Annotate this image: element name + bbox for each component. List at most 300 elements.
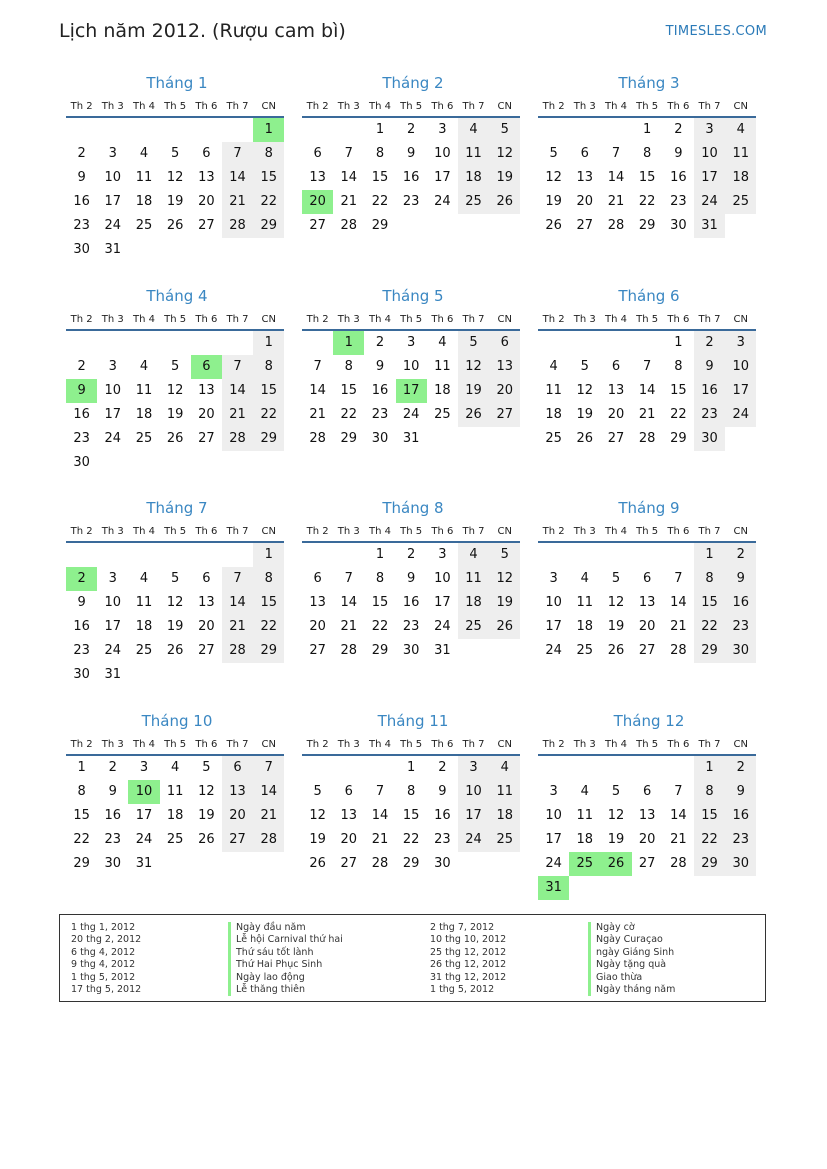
holiday-day-cell[interactable]: 17	[396, 379, 427, 403]
day-cell[interactable]: 14	[253, 780, 284, 804]
day-cell[interactable]: 12	[309, 808, 326, 823]
day-cell[interactable]: 21	[222, 190, 253, 214]
holiday-day-cell[interactable]: 31	[538, 876, 569, 900]
day-cell[interactable]: 25	[434, 407, 451, 422]
day-cell[interactable]: 16	[371, 383, 389, 398]
site-brand[interactable]: TIMESLES.COM	[665, 24, 767, 39]
day-cell[interactable]: 23	[402, 194, 420, 209]
day-cell[interactable]: 29	[694, 639, 725, 663]
day-cell[interactable]: 12	[166, 383, 184, 398]
day-cell[interactable]: 28	[670, 643, 687, 658]
day-cell[interactable]: 5	[549, 146, 558, 161]
day-cell[interactable]: 7	[674, 571, 683, 586]
day-cell[interactable]: 17	[545, 619, 562, 634]
day-cell[interactable]: 1	[253, 331, 284, 355]
day-cell[interactable]: 22	[694, 828, 725, 852]
day-cell[interactable]: 25	[576, 643, 594, 658]
day-cell[interactable]: 6	[313, 571, 322, 586]
day-cell[interactable]: 12	[489, 567, 520, 591]
day-cell[interactable]: 9	[674, 146, 683, 161]
day-cell[interactable]: 14	[607, 170, 625, 185]
day-cell[interactable]: 13	[198, 595, 215, 610]
day-cell[interactable]: 9	[77, 170, 86, 185]
day-cell[interactable]: 16	[725, 591, 756, 615]
day-cell[interactable]: 26	[576, 431, 594, 446]
day-cell[interactable]: 20	[340, 832, 358, 847]
day-cell[interactable]: 4	[725, 118, 756, 142]
day-cell[interactable]: 8	[674, 359, 683, 374]
day-cell[interactable]: 8	[77, 784, 86, 799]
day-cell[interactable]: 2	[375, 335, 385, 350]
day-cell[interactable]: 30	[725, 639, 756, 663]
day-cell[interactable]: 16	[670, 170, 687, 185]
day-cell[interactable]: 16	[402, 170, 420, 185]
day-cell[interactable]: 13	[638, 595, 656, 610]
day-cell[interactable]: 16	[104, 808, 122, 823]
day-cell[interactable]: 7	[253, 756, 284, 780]
day-cell[interactable]: 11	[489, 780, 520, 804]
day-cell[interactable]: 8	[344, 359, 353, 374]
day-cell[interactable]: 11	[166, 784, 184, 799]
day-cell[interactable]: 13	[340, 808, 358, 823]
day-cell[interactable]: 9	[77, 595, 86, 610]
day-cell[interactable]: 15	[253, 379, 284, 403]
day-cell[interactable]: 24	[104, 218, 122, 233]
day-cell[interactable]: 18	[725, 166, 756, 190]
day-cell[interactable]: 7	[344, 146, 353, 161]
day-cell[interactable]: 4	[139, 571, 149, 586]
day-cell[interactable]: 18	[458, 166, 489, 190]
day-cell[interactable]: 19	[576, 407, 594, 422]
day-cell[interactable]: 10	[694, 142, 725, 166]
day-cell[interactable]: 29	[371, 218, 389, 233]
day-cell[interactable]: 30	[104, 856, 122, 871]
day-cell[interactable]: 20	[198, 194, 215, 209]
day-cell[interactable]: 13	[198, 383, 215, 398]
day-cell[interactable]: 11	[576, 595, 594, 610]
day-cell[interactable]: 15	[340, 383, 358, 398]
day-cell[interactable]: 19	[489, 166, 520, 190]
day-cell[interactable]: 13	[489, 355, 520, 379]
day-cell[interactable]: 26	[166, 431, 184, 446]
day-cell[interactable]: 17	[104, 194, 122, 209]
holiday-day-cell[interactable]: 6	[191, 355, 222, 379]
holiday-day-cell[interactable]: 25	[569, 852, 600, 876]
day-cell[interactable]: 25	[458, 190, 489, 214]
day-cell[interactable]: 17	[104, 619, 122, 634]
day-cell[interactable]: 27	[607, 431, 625, 446]
day-cell[interactable]: 17	[434, 170, 451, 185]
day-cell[interactable]: 23	[371, 407, 389, 422]
day-cell[interactable]: 19	[309, 832, 326, 847]
day-cell[interactable]: 6	[643, 784, 652, 799]
day-cell[interactable]: 19	[607, 619, 625, 634]
day-cell[interactable]: 1	[674, 335, 683, 350]
day-cell[interactable]: 10	[434, 571, 451, 586]
day-cell[interactable]: 7	[222, 567, 253, 591]
day-cell[interactable]: 14	[670, 595, 687, 610]
day-cell[interactable]: 20	[309, 619, 326, 634]
day-cell[interactable]: 7	[611, 146, 621, 161]
day-cell[interactable]: 27	[638, 856, 656, 871]
day-cell[interactable]: 20	[576, 194, 594, 209]
day-cell[interactable]: 22	[371, 619, 389, 634]
day-cell[interactable]: 1	[375, 547, 385, 562]
holiday-day-cell[interactable]: 26	[600, 852, 631, 876]
day-cell[interactable]: 3	[108, 359, 117, 374]
day-cell[interactable]: 2	[407, 547, 416, 562]
day-cell[interactable]: 25	[458, 615, 489, 639]
day-cell[interactable]: 19	[545, 194, 562, 209]
day-cell[interactable]: 8	[375, 146, 385, 161]
day-cell[interactable]: 1	[694, 543, 725, 567]
day-cell[interactable]: 22	[253, 403, 284, 427]
day-cell[interactable]: 22	[638, 194, 656, 209]
day-cell[interactable]: 21	[371, 832, 389, 847]
day-cell[interactable]: 9	[108, 784, 117, 799]
day-cell[interactable]: 8	[375, 571, 385, 586]
day-cell[interactable]: 19	[166, 194, 184, 209]
day-cell[interactable]: 23	[725, 828, 756, 852]
day-cell[interactable]: 20	[222, 804, 253, 828]
day-cell[interactable]: 12	[458, 355, 489, 379]
day-cell[interactable]: 27	[309, 218, 326, 233]
day-cell[interactable]: 13	[309, 595, 326, 610]
day-cell[interactable]: 6	[611, 359, 621, 374]
day-cell[interactable]: 21	[253, 804, 284, 828]
day-cell[interactable]: 27	[198, 643, 215, 658]
day-cell[interactable]: 31	[135, 856, 153, 871]
day-cell[interactable]: 15	[253, 166, 284, 190]
day-cell[interactable]: 19	[458, 379, 489, 403]
day-cell[interactable]: 28	[222, 639, 253, 663]
day-cell[interactable]: 29	[253, 427, 284, 451]
day-cell[interactable]: 24	[545, 643, 562, 658]
day-cell[interactable]: 9	[438, 784, 447, 799]
day-cell[interactable]: 6	[313, 146, 322, 161]
day-cell[interactable]: 22	[694, 615, 725, 639]
day-cell[interactable]: 20	[489, 379, 520, 403]
day-cell[interactable]: 25	[489, 828, 520, 852]
day-cell[interactable]: 14	[340, 595, 358, 610]
day-cell[interactable]: 4	[139, 359, 149, 374]
day-cell[interactable]: 23	[434, 832, 451, 847]
day-cell[interactable]: 28	[253, 828, 284, 852]
day-cell[interactable]: 4	[458, 543, 489, 567]
day-cell[interactable]: 20	[198, 619, 215, 634]
day-cell[interactable]: 8	[694, 780, 725, 804]
day-cell[interactable]: 31	[104, 667, 122, 682]
day-cell[interactable]: 10	[725, 355, 756, 379]
day-cell[interactable]: 14	[222, 166, 253, 190]
day-cell[interactable]: 30	[402, 643, 420, 658]
day-cell[interactable]: 16	[73, 619, 90, 634]
day-cell[interactable]: 26	[309, 856, 326, 871]
day-cell[interactable]: 29	[253, 214, 284, 238]
day-cell[interactable]: 11	[725, 142, 756, 166]
day-cell[interactable]: 24	[104, 643, 122, 658]
holiday-day-cell[interactable]: 2	[66, 567, 97, 591]
day-cell[interactable]: 22	[73, 832, 90, 847]
day-cell[interactable]: 5	[458, 331, 489, 355]
day-cell[interactable]: 27	[309, 643, 326, 658]
day-cell[interactable]: 24	[725, 403, 756, 427]
day-cell[interactable]: 23	[73, 218, 90, 233]
day-cell[interactable]: 5	[611, 571, 621, 586]
day-cell[interactable]: 12	[607, 595, 625, 610]
day-cell[interactable]: 16	[73, 194, 90, 209]
day-cell[interactable]: 10	[402, 359, 420, 374]
day-cell[interactable]: 2	[407, 122, 416, 137]
day-cell[interactable]: 28	[340, 218, 358, 233]
day-cell[interactable]: 3	[694, 118, 725, 142]
day-cell[interactable]: 20	[638, 832, 656, 847]
day-cell[interactable]: 9	[375, 359, 385, 374]
holiday-day-cell[interactable]: 9	[66, 379, 97, 403]
day-cell[interactable]: 9	[407, 571, 416, 586]
day-cell[interactable]: 25	[135, 218, 153, 233]
day-cell[interactable]: 28	[340, 643, 358, 658]
day-cell[interactable]: 26	[458, 403, 489, 427]
day-cell[interactable]: 4	[458, 118, 489, 142]
day-cell[interactable]: 25	[545, 431, 562, 446]
day-cell[interactable]: 12	[166, 595, 184, 610]
day-cell[interactable]: 10	[434, 146, 451, 161]
day-cell[interactable]: 14	[340, 170, 358, 185]
day-cell[interactable]: 13	[638, 808, 656, 823]
day-cell[interactable]: 24	[434, 194, 451, 209]
day-cell[interactable]: 15	[371, 595, 389, 610]
day-cell[interactable]: 24	[458, 828, 489, 852]
day-cell[interactable]: 17	[545, 832, 562, 847]
day-cell[interactable]: 7	[643, 359, 652, 374]
day-cell[interactable]: 26	[607, 643, 625, 658]
day-cell[interactable]: 3	[438, 122, 447, 137]
day-cell[interactable]: 30	[73, 667, 90, 682]
day-cell[interactable]: 27	[222, 828, 253, 852]
day-cell[interactable]: 24	[135, 832, 153, 847]
day-cell[interactable]: 16	[73, 407, 90, 422]
day-cell[interactable]: 18	[135, 194, 153, 209]
day-cell[interactable]: 24	[402, 407, 420, 422]
day-cell[interactable]: 8	[407, 784, 416, 799]
day-cell[interactable]: 8	[694, 567, 725, 591]
day-cell[interactable]: 3	[108, 571, 117, 586]
day-cell[interactable]: 15	[638, 170, 656, 185]
day-cell[interactable]: 30	[434, 856, 451, 871]
day-cell[interactable]: 28	[607, 218, 625, 233]
day-cell[interactable]: 27	[198, 218, 215, 233]
day-cell[interactable]: 26	[545, 218, 562, 233]
day-cell[interactable]: 21	[340, 619, 358, 634]
day-cell[interactable]: 17	[458, 804, 489, 828]
day-cell[interactable]: 1	[77, 760, 86, 775]
day-cell[interactable]: 2	[77, 146, 86, 161]
day-cell[interactable]: 1	[694, 756, 725, 780]
holiday-day-cell[interactable]: 10	[128, 780, 159, 804]
day-cell[interactable]: 11	[458, 142, 489, 166]
day-cell[interactable]: 2	[438, 760, 447, 775]
day-cell[interactable]: 8	[253, 142, 284, 166]
day-cell[interactable]: 18	[576, 619, 594, 634]
day-cell[interactable]: 18	[135, 619, 153, 634]
day-cell[interactable]: 4	[171, 760, 180, 775]
day-cell[interactable]: 23	[73, 431, 90, 446]
day-cell[interactable]: 7	[313, 359, 322, 374]
day-cell[interactable]: 17	[135, 808, 153, 823]
day-cell[interactable]: 26	[198, 832, 215, 847]
day-cell[interactable]: 12	[489, 142, 520, 166]
day-cell[interactable]: 5	[313, 784, 322, 799]
day-cell[interactable]: 27	[198, 431, 215, 446]
day-cell[interactable]: 10	[104, 170, 122, 185]
day-cell[interactable]: 15	[402, 808, 420, 823]
day-cell[interactable]: 11	[576, 808, 594, 823]
day-cell[interactable]: 16	[694, 379, 725, 403]
day-cell[interactable]: 29	[694, 852, 725, 876]
day-cell[interactable]: 12	[166, 170, 184, 185]
day-cell[interactable]: 19	[607, 832, 625, 847]
day-cell[interactable]: 27	[576, 218, 594, 233]
day-cell[interactable]: 15	[371, 170, 389, 185]
day-cell[interactable]: 18	[576, 832, 594, 847]
day-cell[interactable]: 27	[489, 403, 520, 427]
day-cell[interactable]: 11	[434, 359, 451, 374]
day-cell[interactable]: 13	[576, 170, 594, 185]
day-cell[interactable]: 5	[611, 784, 621, 799]
day-cell[interactable]: 29	[638, 218, 656, 233]
day-cell[interactable]: 10	[104, 595, 122, 610]
day-cell[interactable]: 29	[402, 856, 420, 871]
day-cell[interactable]: 30	[725, 852, 756, 876]
day-cell[interactable]: 20	[638, 619, 656, 634]
day-cell[interactable]: 24	[694, 190, 725, 214]
day-cell[interactable]: 29	[371, 643, 389, 658]
day-cell[interactable]: 28	[670, 856, 687, 871]
day-cell[interactable]: 17	[725, 379, 756, 403]
day-cell[interactable]: 15	[694, 804, 725, 828]
day-cell[interactable]: 18	[434, 383, 451, 398]
day-cell[interactable]: 2	[77, 359, 86, 374]
day-cell[interactable]: 13	[198, 170, 215, 185]
day-cell[interactable]: 20	[198, 407, 215, 422]
day-cell[interactable]: 26	[489, 615, 520, 639]
day-cell[interactable]: 14	[222, 591, 253, 615]
day-cell[interactable]: 18	[135, 407, 153, 422]
day-cell[interactable]: 13	[222, 780, 253, 804]
day-cell[interactable]: 30	[670, 218, 687, 233]
day-cell[interactable]: 9	[694, 355, 725, 379]
day-cell[interactable]: 22	[670, 407, 687, 422]
day-cell[interactable]: 19	[166, 619, 184, 634]
day-cell[interactable]: 3	[725, 331, 756, 355]
day-cell[interactable]: 25	[725, 190, 756, 214]
day-cell[interactable]: 17	[104, 407, 122, 422]
day-cell[interactable]: 12	[576, 383, 594, 398]
day-cell[interactable]: 2	[108, 760, 117, 775]
day-cell[interactable]: 25	[135, 431, 153, 446]
day-cell[interactable]: 14	[638, 383, 656, 398]
day-cell[interactable]: 11	[545, 383, 562, 398]
day-cell[interactable]: 12	[545, 170, 562, 185]
day-cell[interactable]: 29	[670, 431, 687, 446]
day-cell[interactable]: 19	[166, 407, 184, 422]
day-cell[interactable]: 22	[371, 194, 389, 209]
day-cell[interactable]: 31	[434, 643, 451, 658]
day-cell[interactable]: 14	[670, 808, 687, 823]
day-cell[interactable]: 7	[344, 571, 353, 586]
day-cell[interactable]: 2	[725, 756, 756, 780]
day-cell[interactable]: 31	[402, 431, 420, 446]
day-cell[interactable]: 21	[309, 407, 326, 422]
day-cell[interactable]: 2	[674, 122, 683, 137]
day-cell[interactable]: 20	[607, 407, 625, 422]
day-cell[interactable]: 11	[135, 170, 153, 185]
day-cell[interactable]: 23	[725, 615, 756, 639]
day-cell[interactable]: 7	[674, 784, 683, 799]
day-cell[interactable]: 21	[340, 194, 358, 209]
day-cell[interactable]: 4	[580, 571, 589, 586]
day-cell[interactable]: 6	[344, 784, 353, 799]
day-cell[interactable]: 5	[171, 571, 180, 586]
day-cell[interactable]: 6	[643, 571, 652, 586]
day-cell[interactable]: 4	[438, 335, 447, 350]
day-cell[interactable]: 30	[694, 427, 725, 451]
day-cell[interactable]: 10	[104, 383, 122, 398]
day-cell[interactable]: 18	[166, 808, 184, 823]
day-cell[interactable]: 6	[222, 756, 253, 780]
day-cell[interactable]: 15	[253, 591, 284, 615]
day-cell[interactable]: 26	[166, 218, 184, 233]
day-cell[interactable]: 30	[371, 431, 389, 446]
day-cell[interactable]: 8	[643, 146, 652, 161]
day-cell[interactable]: 10	[545, 595, 562, 610]
day-cell[interactable]: 5	[580, 359, 589, 374]
day-cell[interactable]: 23	[694, 403, 725, 427]
day-cell[interactable]: 28	[371, 856, 389, 871]
day-cell[interactable]: 31	[694, 214, 725, 238]
day-cell[interactable]: 6	[580, 146, 589, 161]
day-cell[interactable]: 29	[73, 856, 90, 871]
day-cell[interactable]: 1	[375, 122, 385, 137]
day-cell[interactable]: 21	[670, 619, 687, 634]
day-cell[interactable]: 25	[135, 643, 153, 658]
day-cell[interactable]: 24	[434, 619, 451, 634]
day-cell[interactable]: 11	[458, 567, 489, 591]
day-cell[interactable]: 25	[166, 832, 184, 847]
day-cell[interactable]: 7	[222, 355, 253, 379]
day-cell[interactable]: 18	[458, 591, 489, 615]
day-cell[interactable]: 14	[371, 808, 389, 823]
day-cell[interactable]: 12	[607, 808, 625, 823]
day-cell[interactable]: 19	[489, 591, 520, 615]
day-cell[interactable]: 9	[407, 146, 416, 161]
day-cell[interactable]: 10	[545, 808, 562, 823]
day-cell[interactable]: 27	[638, 643, 656, 658]
day-cell[interactable]: 14	[222, 379, 253, 403]
day-cell[interactable]: 9	[725, 567, 756, 591]
day-cell[interactable]: 12	[198, 784, 215, 799]
day-cell[interactable]: 10	[458, 780, 489, 804]
day-cell[interactable]: 21	[670, 832, 687, 847]
day-cell[interactable]: 3	[549, 784, 558, 799]
day-cell[interactable]: 23	[73, 643, 90, 658]
day-cell[interactable]: 4	[580, 784, 589, 799]
day-cell[interactable]: 28	[638, 431, 656, 446]
holiday-day-cell[interactable]: 1	[333, 331, 364, 355]
day-cell[interactable]: 3	[438, 547, 447, 562]
day-cell[interactable]: 29	[340, 431, 358, 446]
